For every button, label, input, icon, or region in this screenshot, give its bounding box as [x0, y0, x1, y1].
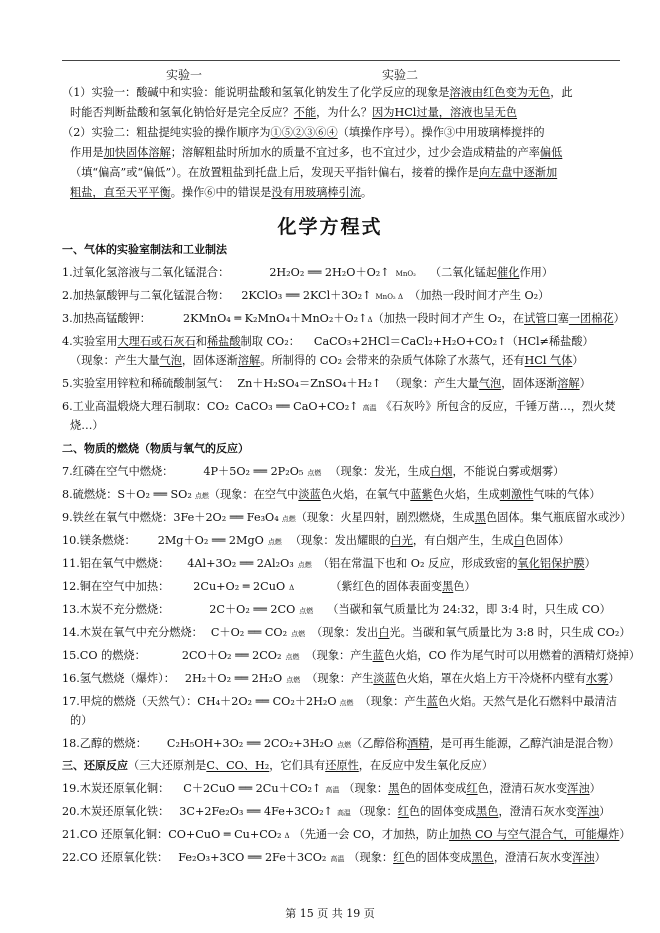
text-span: 点燃: [339, 699, 354, 707]
text-span: HCl 气体: [524, 354, 573, 367]
text-span: 作用）: [519, 266, 554, 279]
q2-line4: [70, 186, 620, 200]
text-span: 色火焰，罩在火焰上方干冷烧杯内壁有: [395, 672, 586, 685]
text-span: 红: [397, 805, 409, 818]
text-span: 白光: [390, 534, 413, 547]
reaction-6: [62, 400, 620, 415]
reaction-16: [62, 672, 620, 687]
text-span: 红: [393, 851, 405, 864]
text-span: 还原性: [325, 759, 359, 772]
text-span: （现象：产生: [306, 672, 374, 685]
text-span: 色）: [453, 580, 476, 593]
text-span: ，是可再生能源，乙醇汽油是混合物）: [429, 737, 620, 750]
text-span: （现象：产生大量: [70, 354, 160, 367]
text-span: 气味的气体）: [533, 488, 601, 501]
text-span: （三大还原剂是: [128, 759, 207, 772]
text-span: 和: [195, 335, 207, 348]
text-span: （现象：在空气中: [208, 488, 299, 501]
text-span: 溶解: [237, 354, 261, 367]
reaction-10: [62, 534, 620, 549]
text-span: 黑: [442, 580, 454, 593]
text-span: 红: [466, 782, 478, 795]
reaction-20: [62, 805, 620, 820]
text-span: 黑色: [476, 805, 499, 818]
text-span: 塞: [557, 312, 569, 325]
answer: 粗盐，直至天平平衡: [70, 186, 171, 199]
text-span: ）: [619, 828, 631, 841]
text-span: （铝在常温下也和 O₂ 反应，形成致密的: [317, 557, 518, 570]
text-span: 2KMnO₄ ═ K₂MnO₄＋MnO₂＋O₂↑: [183, 312, 368, 325]
text-span: 氧化铝保护膜: [517, 557, 585, 570]
text-span: 4Al+3O₂ ══ 2Al₂O₃: [187, 557, 294, 570]
text-span: ）: [608, 672, 620, 685]
text-span: ，澄清石灰水变: [498, 805, 577, 818]
reaction-5: [62, 377, 620, 391]
text-span: 光。当碳和氧气质量比为 3:8 时，只生成 CO₂）: [389, 626, 631, 639]
text-span: 点燃: [285, 653, 300, 661]
text-span: 黑: [388, 782, 400, 795]
text-span: 色火焰，生成: [432, 488, 500, 501]
text-span: 蓝紫: [410, 488, 433, 501]
text-span: Δ: [367, 316, 373, 324]
text-span: 14.木炭在氧气中充分燃烧：: [62, 626, 203, 639]
text-span: 大理石或石灰石: [117, 335, 196, 348]
text-span: Fe₂O₃+3CO ══ 2Fe＋3CO₂: [178, 851, 327, 864]
text-span: 6.工业高温煅烧大理石制取：CO₂: [62, 400, 230, 413]
section-heading-1: 一、气体的实验室制法和工业制法: [62, 243, 227, 256]
reaction-3: [62, 312, 625, 327]
text-span: 1.过氧化氢溶液与二氧化锰混合：: [62, 266, 230, 279]
text-span: （加热一段时间才产生 O₂，在: [372, 312, 525, 325]
text-span: 19.木炭还原氧化铜：: [62, 782, 170, 795]
text-span: 水雾: [585, 672, 609, 685]
text-span: 淡蓝: [373, 672, 396, 685]
text-span: 2Cu+O₂ ═ 2CuO: [193, 580, 286, 593]
text-span: 2C＋O₂ ══ 2CO: [209, 603, 296, 616]
answer: 向左盘中逐渐加: [478, 166, 558, 179]
text-span: C₂H₅OH+3O₂ ══ 2CO₂+3H₂O: [166, 737, 334, 750]
section-heading-3: [62, 759, 620, 773]
answer: 偏低: [539, 146, 563, 159]
text-span: 2CO＋O₂ ══ 2CO₂: [181, 649, 282, 662]
text-span: CaCO₃+2HCl＝CaCl₂+H₂O+CO₂↑: [313, 335, 507, 348]
text-span: 点燃: [307, 469, 322, 477]
text-span: ，澄清石灰水变: [493, 851, 573, 864]
text-span: ）: [599, 805, 611, 818]
text-span: （现象：产生: [305, 649, 373, 662]
page-title: 化学方程式: [277, 216, 383, 238]
reaction-13: [62, 603, 620, 618]
text-span: 气泡: [159, 354, 182, 367]
answer: ①⑤②③⑥④: [270, 126, 338, 139]
experiment-1-caption: 实验一: [166, 68, 203, 82]
answer: 因为HCl过量，溶液也呈无色: [372, 106, 518, 119]
text-span: 。: [360, 186, 373, 199]
top-divider: [62, 60, 620, 61]
text-span: ；溶解粗盐时所加水的质量不宜过多，也不宜过少，过少会造成精盐的产率: [170, 146, 540, 159]
text-span: 3.加热高锰酸钾：: [62, 312, 151, 325]
q2-line1: [62, 126, 620, 140]
text-span: （加热一段时间才产生 O₂）: [409, 289, 550, 302]
text-span: 蓝: [372, 649, 384, 662]
reaction-4-phenomenon: [70, 354, 620, 368]
text-span: （现象：: [348, 851, 394, 864]
text-span: C＋2CuO ══ 2Cu＋CO₂↑: [183, 782, 322, 795]
text-span: CaCO₃ ══ CaO+CO₂↑: [235, 400, 359, 413]
text-span: 5.实验室用锌粒和稀硫酸制氢气：: [62, 377, 230, 390]
q1-line2: [70, 106, 620, 120]
text-span: ，为什么？: [316, 106, 373, 119]
reaction-8: [62, 488, 620, 503]
text-span: 点燃: [281, 515, 296, 523]
text-span: 点燃: [337, 741, 352, 749]
text-span: 9.铁丝在氧气中燃烧：3Fe＋2O₂ ══ Fe₃O₄: [62, 511, 279, 524]
text-span: 三、还原反应: [62, 759, 128, 772]
text-span: 作用是: [70, 146, 104, 159]
reaction-2: [62, 289, 620, 304]
reaction-21: [62, 828, 631, 843]
reaction-4: [62, 335, 620, 349]
text-span: 点燃: [297, 561, 312, 569]
text-span: 气泡: [478, 377, 502, 390]
text-span: （现象：产生: [359, 695, 427, 708]
text-span: 13.木炭不充分燃烧：: [62, 603, 170, 616]
text-span: （填“偏高”或“偏低”）。在放置粗盐到托盘上后，发现天平指针偏右，接着的操作是: [70, 166, 479, 179]
page-footer: 第 15 页 共 19 页: [285, 907, 375, 920]
text-span: 加热 CO 与空气混合气，可能爆炸: [449, 828, 620, 841]
text-span: （现象：发出: [311, 626, 379, 639]
text-span: 色火焰，在氧气中: [320, 488, 411, 501]
answer: 加快固体溶解: [103, 146, 171, 159]
text-span: 11.铝在氧气中燃烧：: [62, 557, 170, 570]
text-span: C、CO、H₂: [206, 759, 270, 772]
text-span: Δ: [289, 584, 295, 592]
text-span: 21.CO 还原氧化铜：CO+CuO ═ Cu+CO₂: [62, 828, 282, 841]
text-span: 。操作⑥中的错误是: [170, 186, 272, 199]
text-span: 浑浊: [567, 782, 590, 795]
text-span: Zn＋H₂SO₄＝ZnSO₄＋H₂↑: [237, 377, 382, 390]
text-span: 《石灰吟》所包含的反应，千锤万凿…，烈火焚: [380, 400, 616, 413]
text-span: （现象：: [352, 805, 398, 818]
text-span: 17.甲烷的燃烧（天然气）：CH₄＋2O₂ ══ CO₂＋2H₂O: [62, 695, 337, 708]
text-span: 催化: [497, 266, 520, 279]
answer: 没有用玻璃棒引流: [271, 186, 361, 199]
text-span: 16.氢气燃烧（爆炸）：: [62, 672, 175, 685]
text-span: （现象：发光，生成: [329, 465, 431, 478]
text-span: ，不能说白雾或烟雾）: [452, 465, 565, 478]
text-span: 黑: [474, 511, 486, 524]
text-span: ，有白烟产生，生成: [412, 534, 514, 547]
text-span: 黑色: [471, 851, 494, 864]
reaction-19: [62, 782, 620, 797]
text-span: （现象：火星四射，剧烈燃烧，生成: [295, 511, 475, 524]
text-span: 12.铜在空气中加热：: [62, 580, 170, 593]
text-span: 一团棉花: [568, 312, 614, 325]
text-span: 淡蓝: [298, 488, 321, 501]
reaction-1: [62, 266, 620, 281]
text-span: ，此: [550, 86, 573, 99]
text-span: 浑浊: [576, 805, 600, 818]
text-span: MnO₂: [395, 270, 416, 278]
text-span: 点燃: [299, 607, 314, 615]
text-span: 高温: [325, 786, 340, 794]
text-span: 色固体。集气瓶底留水或沙）: [485, 511, 632, 524]
text-span: C＋O₂ ══ CO₂: [210, 626, 288, 639]
section-heading-2: 二、物质的燃烧（物质与氧气的反应）: [62, 442, 249, 455]
text-span: ）: [579, 377, 591, 390]
text-span: ，它们具有: [269, 759, 326, 772]
text-span: （填操作序号）。操作③中用玻璃棒搅拌的: [337, 126, 545, 139]
text-span: ）: [584, 557, 596, 570]
text-span: 溶解: [557, 377, 580, 390]
q2-line3: [70, 166, 620, 180]
q2-line2: [70, 146, 620, 160]
text-span: 色的固体变成: [399, 782, 467, 795]
text-span: ，在反应中发生氧化反应）: [358, 759, 494, 772]
reaction-15: [62, 649, 641, 664]
text-span: MnO₂ Δ: [375, 293, 404, 301]
text-span: 色的固体变成: [404, 851, 472, 864]
text-span: 刺激性: [499, 488, 534, 501]
reaction-17: [62, 695, 620, 710]
text-span: 稀盐酸: [206, 335, 241, 348]
text-span: 点燃: [194, 492, 209, 500]
q1-line1: [62, 86, 620, 100]
text-span: （当碳和氧气质量比为 24:32，即 3:4 时，只生成 CO）: [327, 603, 611, 616]
text-span: （1）实验一：酸碱中和实验：能说明盐酸和氢氧化钠发生了化学反应的现象是: [62, 86, 450, 99]
text-span: 白: [513, 534, 525, 547]
text-span: 色火焰。天然气是化石燃料中最清洁: [437, 695, 617, 708]
text-span: 3C+2Fe₂O₃ ══ 4Fe+3CO₂↑: [179, 805, 333, 818]
text-span: （现象：: [343, 782, 389, 795]
reaction-22: [62, 851, 620, 866]
text-span: 15.CO 的燃烧：: [62, 649, 146, 662]
text-span: ）: [589, 782, 601, 795]
text-span: （先通一会 CO，才加热，防止: [293, 828, 450, 841]
text-span: 8.硫燃烧：S＋O₂ ══ SO₂: [62, 488, 192, 501]
text-span: 制取 CO₂：: [240, 335, 300, 348]
reaction-7: [62, 465, 620, 480]
text-span: 4.实验室用: [62, 335, 118, 348]
text-span: 2H₂O₂ ══ 2H₂O＋O₂↑: [269, 266, 390, 279]
text-span: （乙醇俗称: [351, 737, 408, 750]
text-span: ）: [594, 851, 606, 864]
answer: 溶液由红色变为无色: [449, 86, 551, 99]
text-span: （2）实验二：粗盐提纯实验的操作顺序为: [62, 126, 271, 139]
text-span: ，固体逐渐: [181, 354, 238, 367]
reaction-17-cont: 的）: [70, 714, 93, 727]
text-span: ）: [572, 354, 584, 367]
text-span: 白: [378, 626, 390, 639]
answer: 不能: [293, 106, 317, 119]
text-span: 点燃: [286, 676, 301, 684]
text-span: ，固体逐渐: [501, 377, 558, 390]
text-span: 色，澄清石灰水变: [477, 782, 568, 795]
text-span: 时能否判断盐酸和氢氧化钠恰好是完全反应？: [70, 106, 294, 119]
experiment-2-caption: 实验二: [382, 68, 419, 82]
reaction-14: [62, 626, 631, 641]
text-span: Δ: [284, 832, 290, 840]
text-span: 点燃: [291, 630, 306, 638]
text-span: 2H₂＋O₂ ══ 2H₂O: [184, 672, 283, 685]
text-span: 高温: [336, 809, 351, 817]
text-span: 4P＋5O₂ ══ 2P₂O₅: [203, 465, 304, 478]
reaction-12: [62, 580, 620, 595]
text-span: 18.乙醇的燃烧：: [62, 737, 147, 750]
text-span: 2KClO₃ ══ 2KCl＋3O₂↑: [241, 289, 372, 302]
text-span: 试管口: [524, 312, 558, 325]
text-span: 色火焰，CO 作为尾气时可以用燃着的酒精灯烧掉）: [383, 649, 641, 662]
text-span: （紫红色的固体表面变: [330, 580, 443, 593]
text-span: 高温: [362, 404, 377, 412]
text-span: 色的固体变成: [408, 805, 477, 818]
text-span: 点燃: [267, 538, 282, 546]
text-span: 10.镁条燃烧：: [62, 534, 136, 547]
text-span: 7.红磷在空气中燃烧：: [62, 465, 174, 478]
reaction-6-cont: 烧…）: [70, 419, 104, 432]
text-span: 2.加热氯酸钾与二氧化锰混合物：: [62, 289, 230, 302]
text-span: 22.CO 还原氧化铁：: [62, 851, 169, 864]
text-span: 酒精: [407, 737, 430, 750]
text-span: 浑浊: [572, 851, 595, 864]
text-span: （二氧化锰起: [429, 266, 498, 279]
text-span: ）: [613, 312, 625, 325]
text-span: （现象：发出耀眼的: [289, 534, 391, 547]
text-span: 2Mg＋O₂ ══ 2MgO: [157, 534, 264, 547]
reaction-9: [62, 511, 632, 526]
reaction-18: [62, 737, 620, 752]
text-span: 。所制得的 CO₂ 会带来的杂质气体除了水蒸气，还有: [260, 354, 525, 367]
text-span: 20.木炭还原氧化铁：: [62, 805, 170, 818]
text-span: 白烟: [430, 465, 453, 478]
text-span: （HCl≠稀盐酸）: [506, 335, 594, 348]
text-span: 色固体）: [524, 534, 570, 547]
text-span: 高温: [330, 855, 345, 863]
reaction-11: [62, 557, 620, 572]
text-span: 蓝: [426, 695, 438, 708]
text-span: （现象：产生大量: [389, 377, 479, 390]
